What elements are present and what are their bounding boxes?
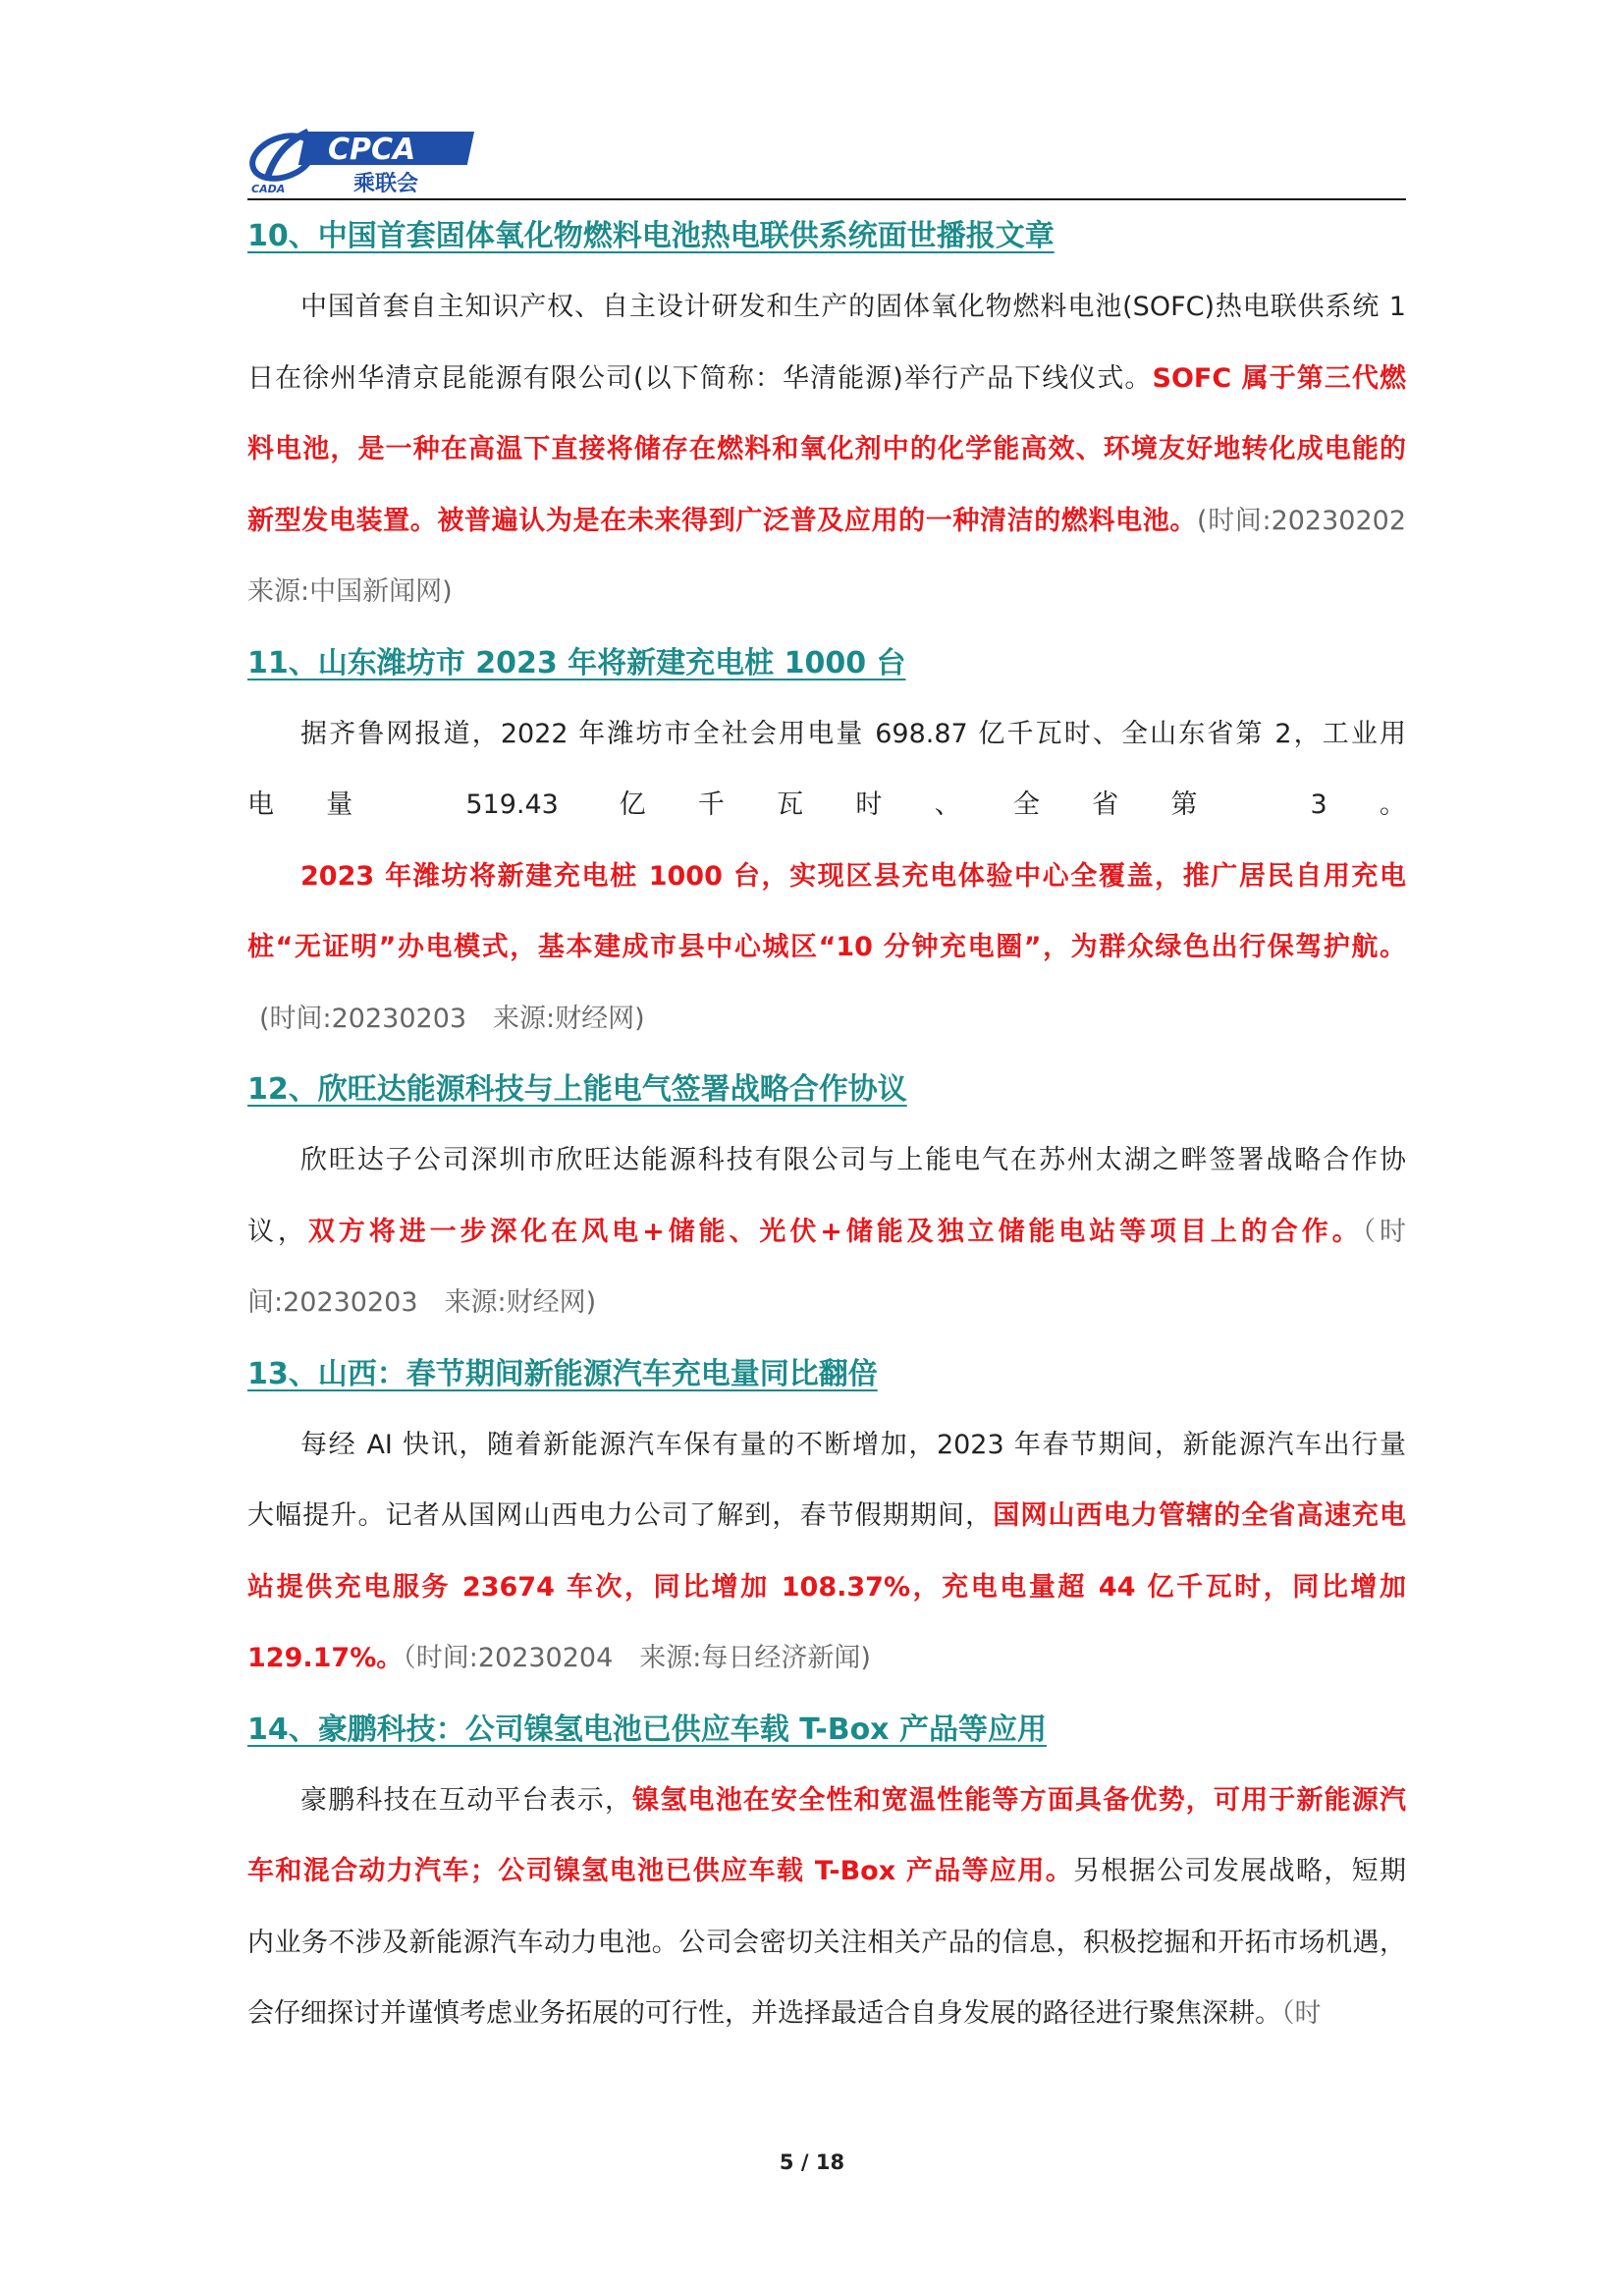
section-title: 12、欣旺达能源科技与上能电气签署战略合作协议	[247, 1072, 907, 1107]
paragraph-line	[247, 912, 1406, 984]
paragraph-line	[247, 1908, 1406, 1980]
paragraph-line	[247, 272, 1406, 344]
paragraph-line	[247, 557, 1406, 628]
section-title: 13、山西：春节期间新能源汽车充电量同比翻倍	[247, 1356, 878, 1391]
body-text: 据齐鲁网报道，2022 年潍坊市全社会用电量 698.87 亿千瓦时、全山东省第 2，工业用	[300, 718, 1406, 749]
svg-text:CADA: CADA	[251, 183, 286, 195]
section-title: 11、山东潍坊市 2023 年将新建充电桩 1000 台	[247, 645, 906, 680]
source-meta: 间:20230203 来源:财经网)	[247, 1287, 597, 1318]
highlight-text: 车和混合动力汽车；公司镍氢电池已供应车载 T-Box 产品等应用。	[247, 1856, 1074, 1886]
paragraph-line	[247, 486, 1406, 558]
source-meta: (时间:20230202	[1197, 505, 1406, 536]
section-title: 14、豪鹏科技：公司镍氢电池已供应车载 T-Box 产品等应用	[247, 1712, 1047, 1747]
paragraph-line	[247, 1979, 1406, 2050]
highlight-text: 129.17%。	[247, 1643, 404, 1673]
source-meta: （时	[1362, 1216, 1407, 1247]
section-title: 10、中国首套固体氧化物燃料电池热电联供系统面世播报文章	[247, 219, 1055, 253]
highlight-text: 新型发电装置。被普遍认为是在未来得到广泛普及应用的一种清洁的燃料电池。	[247, 505, 1198, 536]
highlight-text: 国网山西电力管辖的全省高速充电	[993, 1500, 1407, 1531]
paragraph-line	[247, 1766, 1406, 1837]
cpca-logo	[247, 118, 483, 196]
body-text: 大幅提升。记者从国网山西电力公司了解到，春节假期期间，	[247, 1500, 994, 1531]
paragraph-line	[247, 770, 1406, 842]
body-text: 豪鹏科技在互动平台表示，	[300, 1784, 633, 1816]
paragraph-line	[247, 1836, 1406, 1908]
source-meta: 来源:中国新闻网)	[247, 576, 453, 607]
paragraph-line	[247, 699, 1406, 771]
paragraph-line	[247, 842, 1406, 913]
svg-text:乘联会: 乘联会	[353, 172, 419, 196]
body-text: 电量 519.43 亿千瓦时、全省第 3。	[247, 789, 1406, 820]
highlight-text: 料电池，是一种在高温下直接将储存在燃料和氧化剂中的化学能高效、环境友好地转化成电能的	[247, 434, 1406, 464]
highlight-text: 双方将进一步深化在风电+储能、光伏+储能及独立储能电站等项目上的合作。	[307, 1216, 1363, 1247]
body-text: 日在徐州华清京昆能源有限公司(以下简称：华清能源)举行产品下线仪式。	[247, 362, 1153, 394]
paragraph-line	[247, 1481, 1406, 1552]
highlight-text: 站提供充电服务 23674 车次，同比增加 108.37%，充电电量超 44 亿千瓦时，同比增加	[247, 1571, 1406, 1603]
paragraph-line	[247, 1268, 1406, 1339]
paragraph-line	[247, 1197, 1406, 1269]
paragraph-line	[247, 344, 1406, 415]
body-text: 每经 AI 快讯，随着新能源汽车保有量的不断增加，2023 年春节期间，新能源汽车出行量	[300, 1429, 1406, 1460]
highlight-text: 桩“无证明”办电模式，基本建成市县中心城区“10 分钟充电圈”，为群众绿色出行保驾护航。	[247, 932, 1406, 962]
svg-text:CPCA: CPCA	[328, 133, 416, 167]
article-body	[247, 201, 1406, 2050]
paragraph-line	[247, 1125, 1406, 1197]
body-text: 中国首套自主知识产权、自主设计研发和生产的固体氧化物燃料电池(SOFC)热电联供系统 1	[300, 292, 1406, 322]
highlight-text: SOFC 属于第三代燃	[1152, 362, 1406, 394]
body-text: 内业务不涉及新能源汽车动力电池。公司会密切关注相关产品的信息，积极挖掘和开拓市场机遇，	[247, 1927, 1406, 1958]
paragraph-line	[247, 1552, 1406, 1624]
highlight-text: 镍氢电池在安全性和宽温性能等方面具备优势，可用于新能源汽	[632, 1784, 1407, 1816]
source-meta: （时	[1281, 1998, 1322, 2029]
paragraph-line	[247, 414, 1406, 486]
page-header	[247, 110, 1406, 200]
body-text: 会仔细探讨并谨慎考虑业务拓展的可行性，并选择最适合自身发展的路径进行聚焦深耕。	[247, 1998, 1281, 2029]
source-meta: （时间:20230204 来源:每日经济新闻)	[403, 1643, 871, 1673]
source-meta: (时间:20230203 来源:财经网)	[259, 1003, 645, 1034]
page-number: 5 / 18	[779, 2150, 845, 2174]
paragraph-line	[247, 1410, 1406, 1482]
paragraph-line	[247, 984, 1406, 1056]
body-text: 议，	[247, 1216, 308, 1247]
paragraph-line	[247, 1623, 1406, 1695]
body-text: 另根据公司发展战略，短期	[1073, 1856, 1407, 1886]
body-text: 欣旺达子公司深圳市欣旺达能源科技有限公司与上能电气在苏州太湖之畔签署战略合作协	[300, 1145, 1406, 1175]
highlight-text: 2023 年潍坊将新建充电桩 1000 台，实现区县充电体验中心全覆盖，推广居民自用充电	[300, 860, 1406, 892]
